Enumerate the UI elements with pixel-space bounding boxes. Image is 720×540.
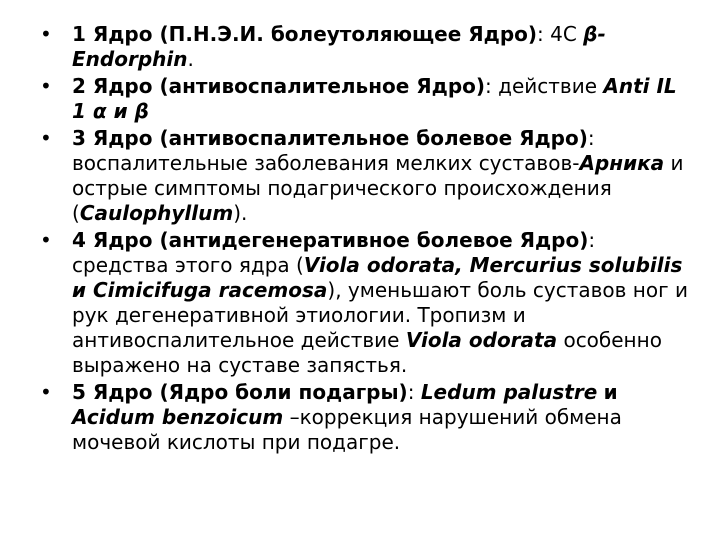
text-run: Anti IL 1 α и β	[72, 74, 677, 123]
text-run: ).	[233, 201, 248, 225]
text-run: : средства этого ядра (	[72, 228, 596, 277]
list-item	[40, 74, 690, 124]
bullet-dot: •	[40, 380, 52, 404]
text-run: : воспалительные заболевания мелких суставов-	[72, 126, 595, 175]
list-item	[40, 126, 690, 226]
bullet-dot: •	[40, 22, 52, 46]
bullet-dot: •	[40, 228, 52, 252]
text-run: 3 Ядро (антивоспалительное болевое Ядро)	[72, 126, 588, 150]
list-item	[40, 380, 690, 455]
list-item	[40, 22, 690, 72]
text-run: Viola odorata, Mercurius solubilis и Cimicifuga racemosa	[72, 253, 683, 302]
text-run: –коррекция нарушений обмена мочевой кислоты при подагре.	[72, 405, 622, 454]
text-run: β-Endorphin	[72, 22, 606, 71]
text-run: Viola odorata	[405, 328, 558, 352]
text-run: Acidum benzoicum	[72, 405, 284, 429]
text-run: 2 Ядро (антивоспалительное Ядро)	[72, 74, 486, 98]
text-run: ), уменьшают боль суставов ног и рук дегенеративной этиологии. Тропизм и антивоспалительное действие	[72, 278, 688, 352]
text-run: Арника	[579, 151, 665, 175]
text-run: .	[187, 47, 194, 71]
text-run: Caulophyllum	[79, 201, 234, 225]
text-run: 5 Ядро (Ядро боли подагры)	[72, 380, 408, 404]
text-run: особенно выражено на суставе запястья.	[72, 328, 662, 377]
text-run: : 4С	[537, 22, 584, 46]
text-run: :	[407, 380, 421, 404]
text-run: Ledum palustre	[420, 380, 598, 404]
text-run: и острые симптомы подагрического происхождения (	[72, 151, 684, 225]
text-run: 1 Ядро (П.Н.Э.И. болеутоляющее Ядро)	[72, 22, 538, 46]
bullet-dot: •	[40, 126, 52, 150]
text-run: и	[603, 380, 618, 404]
bullet-dot: •	[40, 74, 52, 98]
text-run: : действие	[485, 74, 604, 98]
list-item	[40, 228, 690, 378]
bullet-list	[40, 22, 690, 457]
text-run: 4 Ядро (антидегенеративное болевое Ядро)	[72, 228, 589, 252]
